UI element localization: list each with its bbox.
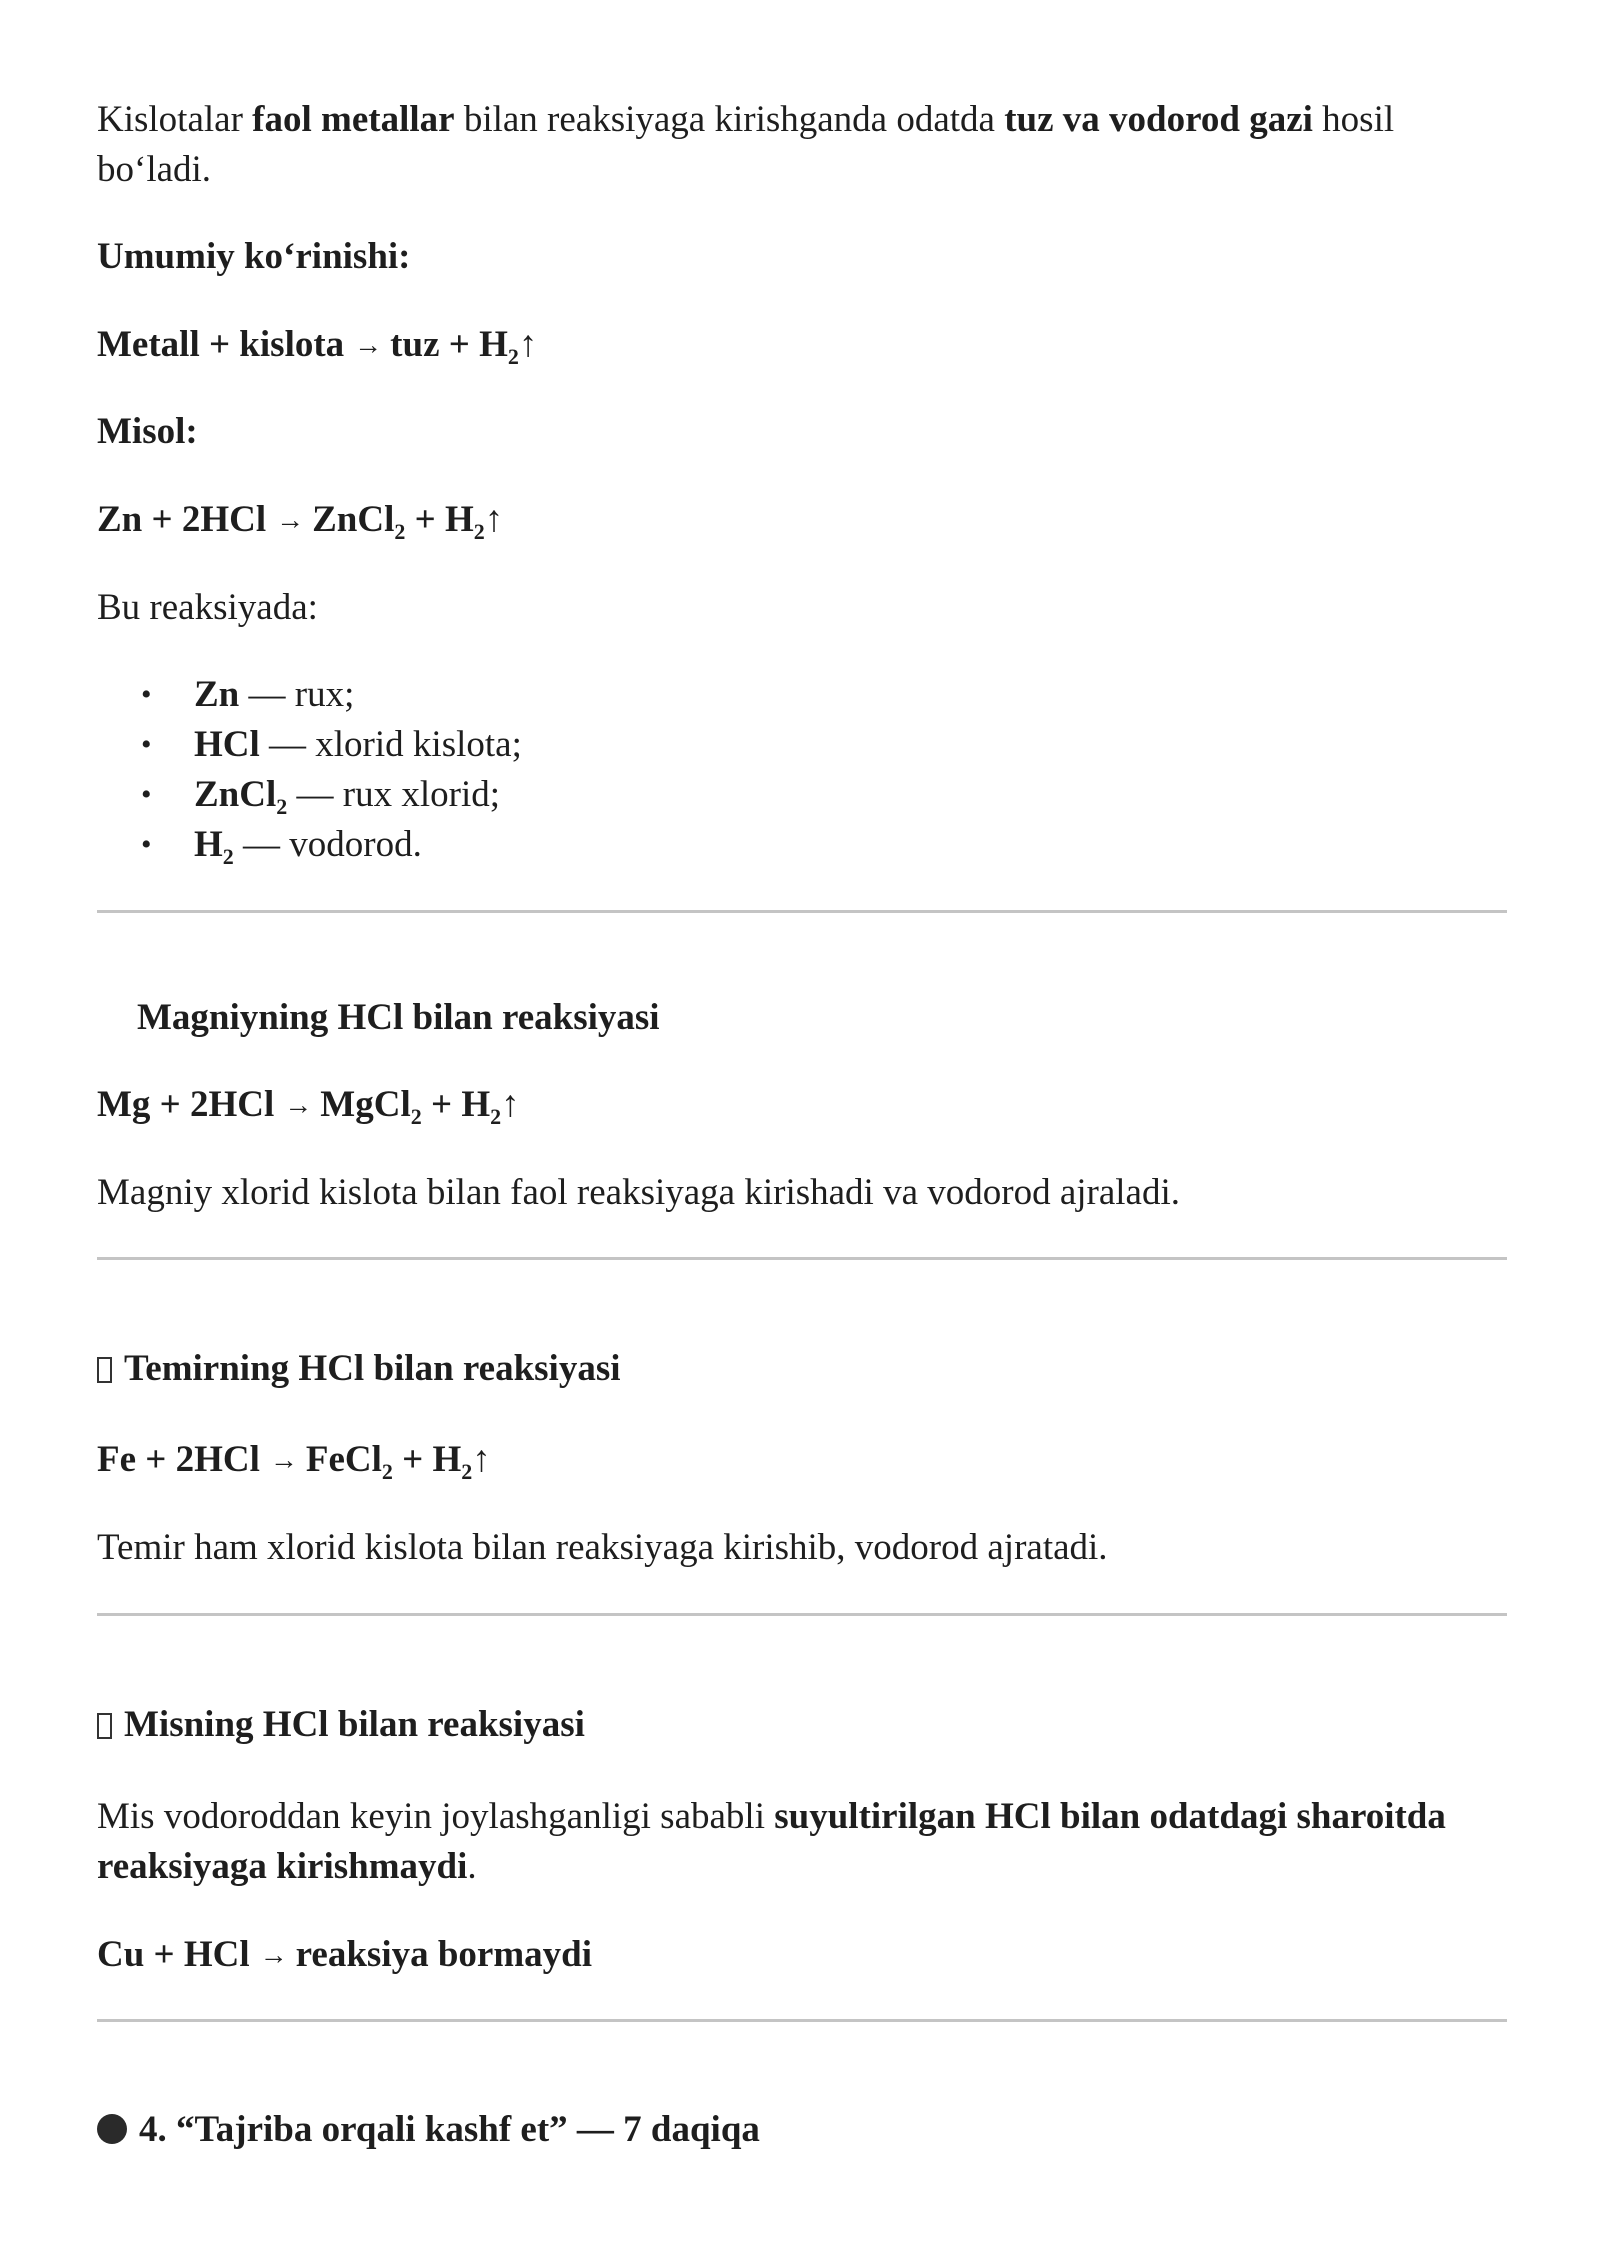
arrow-icon: → bbox=[354, 330, 383, 361]
copper-bold-1: suyultirilgan HCl bilan odatdagi sharoitda bbox=[774, 1796, 1446, 1837]
missing-glyph-icon bbox=[97, 1713, 112, 1739]
iron-eq-hydrogen: + H bbox=[392, 1439, 462, 1480]
list-item-desc: — rux xlorid; bbox=[287, 774, 500, 815]
intro-bold-2: tuz va vodorod gazi bbox=[1004, 99, 1313, 140]
subscript: 2 bbox=[394, 519, 406, 544]
bullet-icon: • bbox=[141, 778, 152, 811]
list-item-term: H bbox=[194, 824, 223, 865]
example-intro: Bu reaksiyada: bbox=[97, 587, 318, 628]
list-item-term: HCl bbox=[194, 724, 260, 765]
gas-arrow-icon: ↑ bbox=[484, 499, 504, 540]
arrow-icon: → bbox=[284, 1090, 313, 1121]
list-item-desc: — rux; bbox=[239, 674, 355, 715]
gas-arrow-icon: ↑ bbox=[501, 1084, 520, 1125]
general-heading: Umumiy ko‘rinishi: bbox=[97, 236, 411, 277]
copper-bold-2: reaksiyaga kirishmaydi bbox=[97, 1846, 468, 1887]
list-item bbox=[97, 670, 522, 720]
example-eq-product: ZnCl bbox=[312, 499, 395, 540]
gas-arrow-icon: ↑ bbox=[472, 1439, 491, 1480]
iron-equation bbox=[97, 1435, 491, 1488]
intro-text-1: Kislotalar bbox=[97, 99, 253, 140]
copper-paragraph bbox=[97, 1792, 1507, 1892]
subscript: 2 bbox=[410, 1104, 422, 1129]
general-equation bbox=[97, 320, 537, 373]
arrow-icon: → bbox=[269, 1445, 298, 1476]
magnesium-eq-hydrogen: + H bbox=[421, 1084, 491, 1125]
list-item bbox=[97, 720, 522, 770]
iron-text: Temir ham xlorid kislota bilan reaksiyaga kirishib, vodorod ajratadi. bbox=[97, 1527, 1108, 1568]
subscript: 2 bbox=[222, 844, 234, 869]
reactants-list bbox=[97, 670, 522, 870]
bullet-icon: • bbox=[141, 728, 152, 761]
list-item-desc: — xlorid kislota; bbox=[259, 724, 522, 765]
example-heading: Misol: bbox=[97, 411, 198, 452]
copper-equation bbox=[97, 1930, 592, 1983]
magnesium-heading: Magniyning HCl bilan reaksiyasi bbox=[137, 997, 660, 1038]
example-eq-hydrogen: + H bbox=[405, 499, 474, 540]
magnesium-eq-product: MgCl bbox=[320, 1084, 411, 1125]
divider bbox=[97, 910, 1507, 913]
copper-heading: Misning HCl bilan reaksiyasi bbox=[124, 1704, 585, 1745]
intro-bold-1: faol metallar bbox=[252, 99, 455, 140]
subscript: 2 bbox=[381, 1459, 393, 1484]
list-item-term: Zn bbox=[194, 674, 240, 715]
general-eq-left: Metall + kislota bbox=[97, 324, 345, 365]
list-item bbox=[97, 820, 522, 870]
iron-heading: Temirning HCl bilan reaksiyasi bbox=[124, 1348, 621, 1389]
copper-eq-left: Cu + HCl bbox=[97, 1934, 250, 1975]
copper-eq-right: reaksiya bormaydi bbox=[295, 1934, 593, 1975]
subscript: 2 bbox=[276, 794, 288, 819]
magnesium-equation bbox=[97, 1080, 520, 1133]
example-equation bbox=[97, 495, 503, 548]
arrow-icon: → bbox=[276, 505, 305, 536]
intro-text-3: hosil bbox=[1312, 99, 1395, 140]
copper-heading-line bbox=[97, 1700, 585, 1750]
intro-paragraph bbox=[97, 95, 1507, 195]
list-item-desc: — vodorod. bbox=[233, 824, 422, 865]
iron-eq-left: Fe + 2HCl bbox=[97, 1439, 260, 1480]
list-item bbox=[97, 770, 522, 820]
general-eq-right: tuz + H bbox=[390, 324, 508, 365]
example-eq-left: Zn + 2HCl bbox=[97, 499, 267, 540]
gas-arrow-icon: ↑ bbox=[518, 324, 538, 365]
section4-heading: 4. “Tajriba orqali kashf et” — 7 daqiqa bbox=[139, 2109, 760, 2150]
subscript: 2 bbox=[507, 344, 519, 369]
section4-heading-line bbox=[97, 2105, 760, 2155]
intro-text-line2: bo‘ladi. bbox=[97, 149, 212, 190]
magnesium-eq-left: Mg + 2HCl bbox=[97, 1084, 275, 1125]
divider bbox=[97, 1613, 1507, 1616]
divider bbox=[97, 2019, 1507, 2022]
arrow-icon: → bbox=[259, 1940, 288, 1971]
copper-text-2: . bbox=[467, 1846, 477, 1887]
intro-text-2: bilan reaksiyaga kirishganda odatda bbox=[454, 99, 1005, 140]
magnesium-text: Magniy xlorid kislota bilan faol reaksiyaga kirishadi va vodorod ajraladi. bbox=[97, 1172, 1180, 1213]
bullet-icon: • bbox=[141, 678, 152, 711]
bullet-icon: • bbox=[141, 828, 152, 861]
subscript: 2 bbox=[473, 519, 485, 544]
list-item-term: ZnCl bbox=[194, 774, 277, 815]
iron-eq-product: FeCl bbox=[305, 1439, 382, 1480]
iron-heading-line bbox=[97, 1344, 621, 1394]
subscript: 2 bbox=[490, 1104, 502, 1129]
circle-icon bbox=[97, 2114, 127, 2144]
divider bbox=[97, 1257, 1507, 1260]
missing-glyph-icon bbox=[97, 1357, 112, 1383]
copper-text-1: Mis vodoroddan keyin joylashganligi sababli bbox=[97, 1796, 775, 1837]
subscript: 2 bbox=[461, 1459, 473, 1484]
